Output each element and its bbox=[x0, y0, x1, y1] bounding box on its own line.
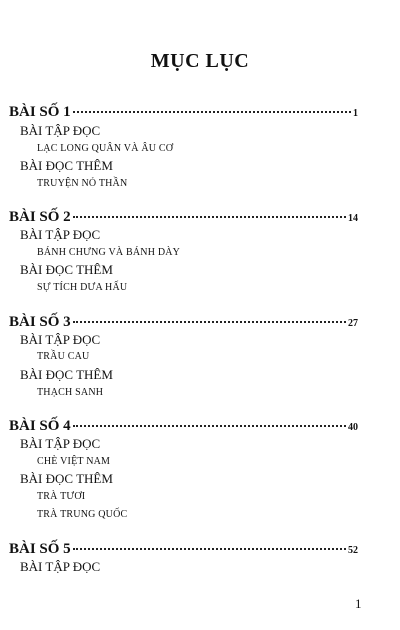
toc-title: MỤC LỤC bbox=[150, 50, 250, 72]
section-heading: BÀI TẬP ĐỌC bbox=[20, 332, 101, 347]
section-heading: BÀI TẬP ĐỌC bbox=[20, 436, 101, 451]
section-heading: BÀI ĐỌC THÊM bbox=[20, 471, 113, 486]
lesson-title: BÀI SỐ 4 bbox=[9, 418, 71, 434]
lesson-page-number: 1 bbox=[353, 108, 358, 119]
dot-leader bbox=[73, 111, 351, 113]
lesson-page-number: 14 bbox=[348, 213, 358, 224]
toc-entry: TRUYỆN NỎ THẦN bbox=[37, 178, 128, 189]
dot-leader bbox=[73, 321, 346, 323]
dot-leader bbox=[73, 548, 346, 550]
dot-leader bbox=[73, 216, 346, 218]
dot-leader bbox=[73, 425, 346, 427]
toc-entry: BÁNH CHƯNG VÀ BÁNH DÀY bbox=[37, 247, 181, 258]
lesson-heading bbox=[9, 104, 358, 121]
toc-entry: LẠC LONG QUÂN VÀ ÂU CƠ bbox=[37, 143, 174, 154]
lesson-title: BÀI SỐ 3 bbox=[9, 314, 71, 330]
toc-entry: TRÀ TRUNG QUỐC bbox=[37, 509, 128, 520]
lesson-page-number: 27 bbox=[348, 318, 358, 329]
toc-entry: THẠCH SANH bbox=[37, 387, 104, 398]
toc-entry: SỰ TÍCH DƯA HẤU bbox=[37, 282, 128, 293]
toc-entry: TRẦU CAU bbox=[37, 351, 90, 362]
lesson-heading bbox=[9, 314, 358, 331]
lesson-title: BÀI SỐ 5 bbox=[9, 541, 71, 557]
page-number: 1 bbox=[355, 596, 362, 611]
section-heading: BÀI TẬP ĐỌC bbox=[20, 559, 101, 574]
lesson-title: BÀI SỐ 2 bbox=[9, 209, 71, 225]
lesson-title: BÀI SỐ 1 bbox=[9, 104, 71, 120]
section-heading: BÀI TẬP ĐỌC bbox=[20, 123, 101, 138]
lesson-heading bbox=[9, 209, 358, 226]
section-heading: BÀI ĐỌC THÊM bbox=[20, 367, 113, 382]
toc-entry: CHÈ VIỆT NAM bbox=[37, 456, 111, 467]
section-heading: BÀI ĐỌC THÊM bbox=[20, 158, 113, 173]
section-heading: BÀI ĐỌC THÊM bbox=[20, 262, 113, 277]
lesson-page-number: 52 bbox=[348, 545, 358, 556]
section-heading: BÀI TẬP ĐỌC bbox=[20, 227, 101, 242]
lesson-page-number: 40 bbox=[348, 422, 358, 433]
toc-entry: TRÀ TƯƠI bbox=[37, 491, 86, 502]
lesson-heading bbox=[9, 418, 358, 435]
lesson-heading bbox=[9, 541, 358, 558]
